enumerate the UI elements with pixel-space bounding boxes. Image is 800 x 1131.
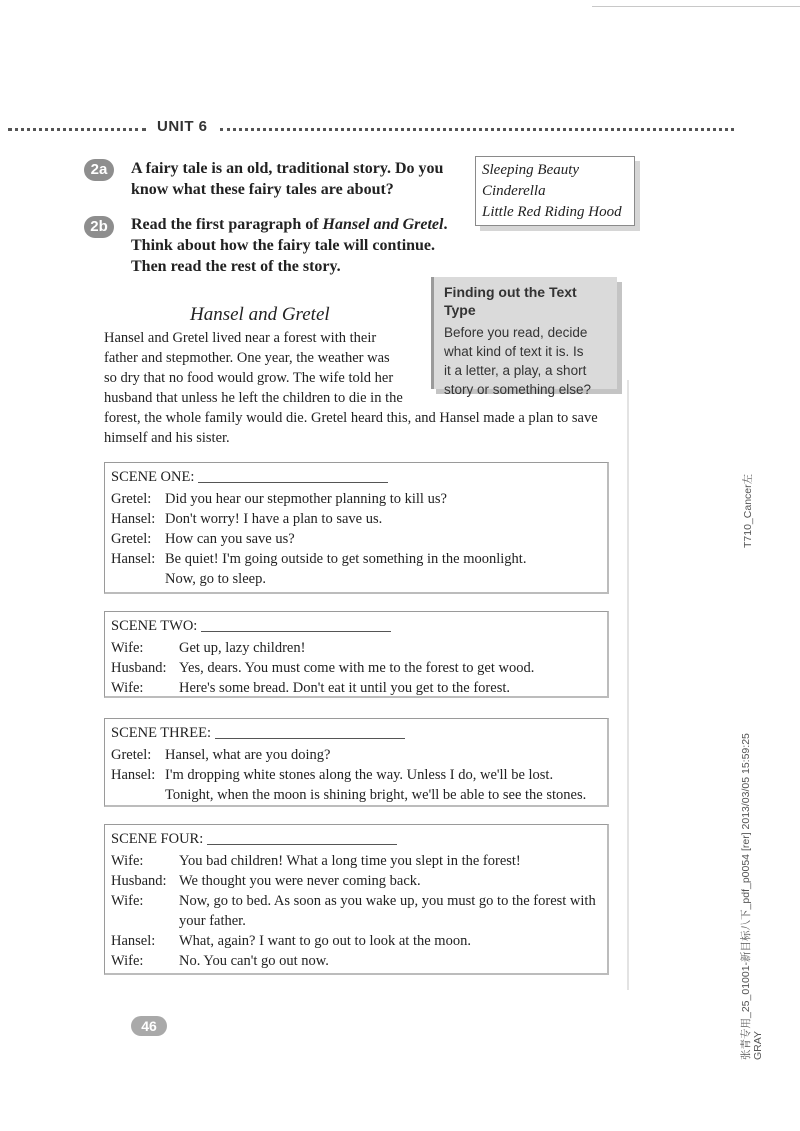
title-blank-line xyxy=(215,738,405,739)
dialogue-text: Now, go to bed. As soon as you wake up, you must go to the forest with xyxy=(179,893,596,909)
dialogue-text: What, again? I want to go out to look at the moon. xyxy=(179,933,471,949)
dialogue-text: Yes, dears. You must come with me to the forest to get wood. xyxy=(179,660,535,676)
speaker-name: Gretel: xyxy=(111,491,152,507)
reading-tip-box xyxy=(431,277,617,397)
tip-line: story or something else? xyxy=(444,382,592,397)
page-number: 46 xyxy=(131,1016,167,1036)
side-mark-code: T710_Cancer左 xyxy=(742,473,754,548)
scene-heading xyxy=(111,725,405,742)
speaker-name: Husband: xyxy=(111,660,167,676)
scene-heading xyxy=(111,469,388,486)
scene-heading-label: SCENE THREE: xyxy=(111,725,212,741)
scene-heading-label: SCENE TWO: xyxy=(111,618,198,634)
dialogue-text: I'm dropping white stones along the way. Unless I do, we'll be lost. xyxy=(165,767,554,783)
dialogue-text: You bad children! What a long time you slept in the forest! xyxy=(179,853,521,869)
scene-four-box xyxy=(104,824,609,975)
speaker-name: Hansel: xyxy=(111,511,156,527)
unit-label: UNIT 6 xyxy=(153,118,212,135)
speaker-name: Husband: xyxy=(111,873,167,889)
scene-heading-label: SCENE FOUR: xyxy=(111,831,204,847)
task-2a-line: know what these fairy tales are about? xyxy=(131,181,394,198)
title-blank-line xyxy=(198,482,388,483)
dialogue-text: Don't worry! I have a plan to save us. xyxy=(165,511,383,527)
speaker-name: Wife: xyxy=(111,893,144,909)
dialogue-text: Did you hear our stepmother planning to kill us? xyxy=(165,491,447,507)
speaker-name: Hansel: xyxy=(111,551,156,567)
scene-three-box xyxy=(104,718,609,807)
dialogue-text: your father. xyxy=(179,913,246,929)
tip-line: it a letter, a play, a short xyxy=(444,363,587,378)
task-2a-line: A fairy tale is an old, traditional story. Do you xyxy=(131,160,444,177)
task-2b-text: Read the first paragraph of xyxy=(131,216,323,233)
fairy-tale-item: Sleeping Beauty xyxy=(482,162,580,178)
task-2b-instruction xyxy=(131,214,447,277)
task-2b-text: . xyxy=(443,216,448,233)
story-paragraph-line: Hansel and Gretel lived near a forest with their xyxy=(104,330,377,346)
task-2b-line: Think about how the fairy tale will continue. xyxy=(131,237,436,254)
dialogue-text: Get up, lazy children! xyxy=(179,640,306,656)
fairy-tale-list-box xyxy=(475,156,635,226)
side-mark-file-info: 张青专用_25_01001-新目标八下_pdf_p0054 [rer] 2013/03/05 15:59:25 xyxy=(740,733,752,1060)
fairy-tale-item: Cinderella xyxy=(482,183,546,199)
dialogue-text: Here's some bread. Don't eat it until you get to the forest. xyxy=(179,680,510,696)
story-paragraph-line: forest, the whole family would die. Gretel heard this, and Hansel made a plan to save xyxy=(104,410,598,426)
scene-one-box xyxy=(104,462,609,594)
dialogue-text: Tonight, when the moon is shining bright, we'll be able to see the stones. xyxy=(165,787,587,803)
story-paragraph-line: so dry that no food would grow. The wife told her xyxy=(104,370,394,386)
dialogue-text: We thought you were never coming back. xyxy=(179,873,421,889)
scene-two-box xyxy=(104,611,609,698)
speaker-name: Wife: xyxy=(111,853,144,869)
speaker-name: Wife: xyxy=(111,640,144,656)
speaker-name: Gretel: xyxy=(111,747,152,763)
tip-line: what kind of text it is. Is xyxy=(444,344,584,359)
tip-line: Before you read, decide xyxy=(444,325,588,340)
scene-heading-label: SCENE ONE: xyxy=(111,469,195,485)
speaker-name: Wife: xyxy=(111,680,144,696)
scene-heading xyxy=(111,831,397,848)
scene-heading xyxy=(111,618,391,635)
dialogue-text: Now, go to sleep. xyxy=(165,571,266,587)
story-paragraph-line: father and stepmother. One year, the weather was xyxy=(104,350,390,366)
task-2b-badge: 2b xyxy=(84,216,114,238)
dialogue-text: Hansel, what are you doing? xyxy=(165,747,331,763)
top-rule xyxy=(592,6,800,7)
task-2a-badge: 2a xyxy=(84,159,114,181)
story-title: Hansel and Gretel xyxy=(190,304,330,325)
fairy-tale-item: Little Red Riding Hood xyxy=(482,204,622,220)
title-blank-line xyxy=(207,844,397,845)
speaker-name: Hansel: xyxy=(111,933,156,949)
task-2a-instruction xyxy=(131,158,443,200)
speaker-name: Hansel: xyxy=(111,767,156,783)
dialogue-text: Be quiet! I'm going outside to get something in the moonlight. xyxy=(165,551,527,567)
dotted-rule-right xyxy=(220,128,734,131)
dotted-rule-left xyxy=(8,128,146,131)
dialogue-text: No. You can't go out now. xyxy=(179,953,329,969)
task-2b-story-title: Hansel and Gretel xyxy=(322,216,444,233)
task-2b-line xyxy=(131,214,447,235)
dialogue-text: How can you save us? xyxy=(165,531,295,547)
task-2b-line: Then read the rest of the story. xyxy=(131,258,341,275)
story-paragraph-line: husband that unless he left the children to die in the xyxy=(104,390,403,406)
speaker-name: Gretel: xyxy=(111,531,152,547)
story-paragraph-line: himself and his sister. xyxy=(104,430,230,446)
tip-title: Finding out the Text Type xyxy=(444,284,577,318)
speaker-name: Wife: xyxy=(111,953,144,969)
side-mark-gray: GRAY xyxy=(752,1031,764,1060)
scan-edge-stripe xyxy=(627,380,629,990)
unit-header xyxy=(8,118,734,140)
title-blank-line xyxy=(201,631,391,632)
